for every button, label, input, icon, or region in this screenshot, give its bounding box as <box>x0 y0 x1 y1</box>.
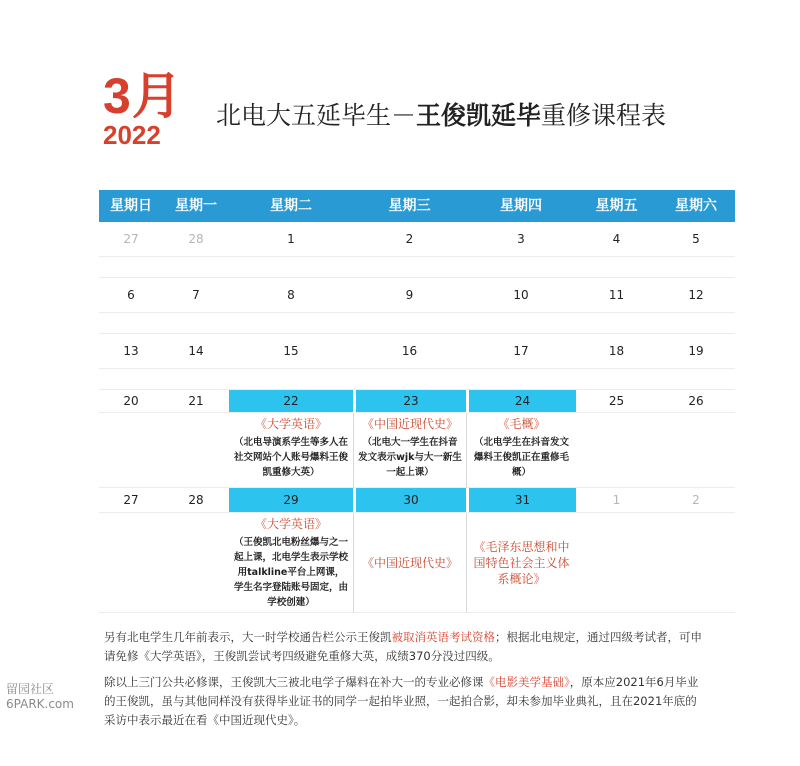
day-cell: 1 <box>576 488 657 513</box>
week-row-1 <box>99 222 735 257</box>
weekday-mon: 星期一 <box>175 198 217 214</box>
day-cell: 7 <box>163 278 229 313</box>
week-row-4 <box>99 390 735 413</box>
day-cell: 28 <box>163 488 229 513</box>
day-cell: 10 <box>466 278 576 313</box>
paragraph-2 <box>104 673 704 730</box>
week-row-2 <box>99 278 735 313</box>
weekday-sat: 星期六 <box>675 198 717 214</box>
day-cell: 17 <box>466 334 576 369</box>
course-note-wed <box>353 513 466 613</box>
course-name: 《中国近现代史》 <box>361 555 458 570</box>
paragraph-highlight: 《电影美学基础》 <box>483 675 570 689</box>
day-cell: 20 <box>99 390 163 413</box>
paragraph-text: ，原本应2021年6月毕业的王俊凯，虽与其他同样没有获得毕业证书的同学一起拍毕业照，一起拍合影，却未参加毕业典礼，且在2021年底的采访中表示最近在看《中国近现代史》。 <box>104 675 699 727</box>
course-name: 《毛概》 <box>497 417 546 431</box>
weekday-header <box>99 190 735 222</box>
day-cell: 19 <box>657 334 735 369</box>
day-cell: 6 <box>99 278 163 313</box>
watermark <box>6 682 74 712</box>
watermark-line-2: 6PARK.com <box>6 697 74 711</box>
year-label: 2022 <box>103 120 161 150</box>
day-cell: 8 <box>229 278 353 313</box>
course-desc: （王俊凯北电粉丝爆与之一起上课，北电学生表示学校用talkline平台上网课，学生名字登陆账号固定，由学校创建） <box>233 537 348 608</box>
weekday-thu: 星期四 <box>500 198 542 214</box>
day-cell: 28 <box>163 222 229 257</box>
day-cell-highlight: 23 <box>353 390 466 413</box>
course-name: 《大学英语》 <box>254 417 327 431</box>
course-name: 《中国近现代史》 <box>361 417 458 431</box>
day-cell: 13 <box>99 334 163 369</box>
title-suffix: 重修课程表 <box>541 101 667 130</box>
title-prefix: 北电大五延毕生－ <box>216 101 417 130</box>
day-cell: 5 <box>657 222 735 257</box>
course-note-tue <box>229 413 353 488</box>
day-cell: 2 <box>657 488 735 513</box>
day-cell: 2 <box>353 222 466 257</box>
day-cell: 4 <box>576 222 657 257</box>
title-bold: 王俊凯延毕 <box>416 101 542 130</box>
course-desc: （北电导演系学生等多人在社交网站个人账号爆料王俊凯重修大英） <box>233 437 348 478</box>
day-cell: 18 <box>576 334 657 369</box>
row-spacer <box>99 369 735 390</box>
course-note-tue <box>229 513 353 613</box>
day-cell-highlight: 24 <box>466 390 576 413</box>
course-desc: （北电学生在抖音发文爆料王俊凯正在重修毛概） <box>473 437 569 478</box>
page-title <box>216 96 666 132</box>
day-cell: 21 <box>163 390 229 413</box>
course-name: 《大学英语》 <box>254 517 327 531</box>
day-cell-highlight: 22 <box>229 390 353 413</box>
day-cell: 14 <box>163 334 229 369</box>
day-cell-highlight: 29 <box>229 488 353 513</box>
row-spacer <box>99 313 735 334</box>
day-cell: 25 <box>576 390 657 413</box>
week-4-notes <box>99 413 735 488</box>
day-cell-highlight: 30 <box>353 488 466 513</box>
weekday-sun: 星期日 <box>110 198 152 214</box>
course-note-thu <box>466 513 576 613</box>
weekday-tue: 星期二 <box>270 198 312 214</box>
course-name: 《毛泽东思想和中国特色社会主义体系概论》 <box>473 539 570 586</box>
day-cell: 3 <box>466 222 576 257</box>
weekday-fri: 星期五 <box>595 198 638 214</box>
week-5-notes <box>99 513 735 608</box>
day-cell: 1 <box>229 222 353 257</box>
calendar-table <box>99 190 735 608</box>
paragraph-text: 除以上三门公共必修课，王俊凯大三被北电学子爆料在补大一的专业必修课 <box>104 675 484 689</box>
day-cell: 9 <box>353 278 466 313</box>
week-row-5 <box>99 488 735 513</box>
course-desc: （北电大一学生在抖音发文表示wjk与大一新生一起上课） <box>358 437 462 478</box>
paragraph-text: ；根据北电规定，通过四级考试者，可申请免修《大学英语》，王俊凯尝试考四级避免重修大英，成绩370分没过四级。 <box>104 630 702 663</box>
watermark-line-1: 留园社区 <box>6 682 55 696</box>
day-cell: 15 <box>229 334 353 369</box>
day-cell-highlight: 31 <box>466 488 576 513</box>
day-cell: 27 <box>99 222 163 257</box>
month-label: 3月 <box>103 68 183 124</box>
paragraph-text: 另有北电学生几年前表示，大一时学校通告栏公示王俊凯 <box>104 630 392 644</box>
day-cell: 11 <box>576 278 657 313</box>
course-note-wed <box>353 413 466 488</box>
day-cell: 12 <box>657 278 735 313</box>
day-cell: 16 <box>353 334 466 369</box>
course-note-thu <box>466 413 576 488</box>
day-cell: 26 <box>657 390 735 413</box>
day-cell: 27 <box>99 488 163 513</box>
paragraph-1 <box>104 628 704 666</box>
paragraph-highlight: 被取消英语考试资格 <box>391 630 495 644</box>
row-spacer <box>99 257 735 278</box>
weekday-wed: 星期三 <box>388 198 431 214</box>
week-row-3 <box>99 334 735 369</box>
